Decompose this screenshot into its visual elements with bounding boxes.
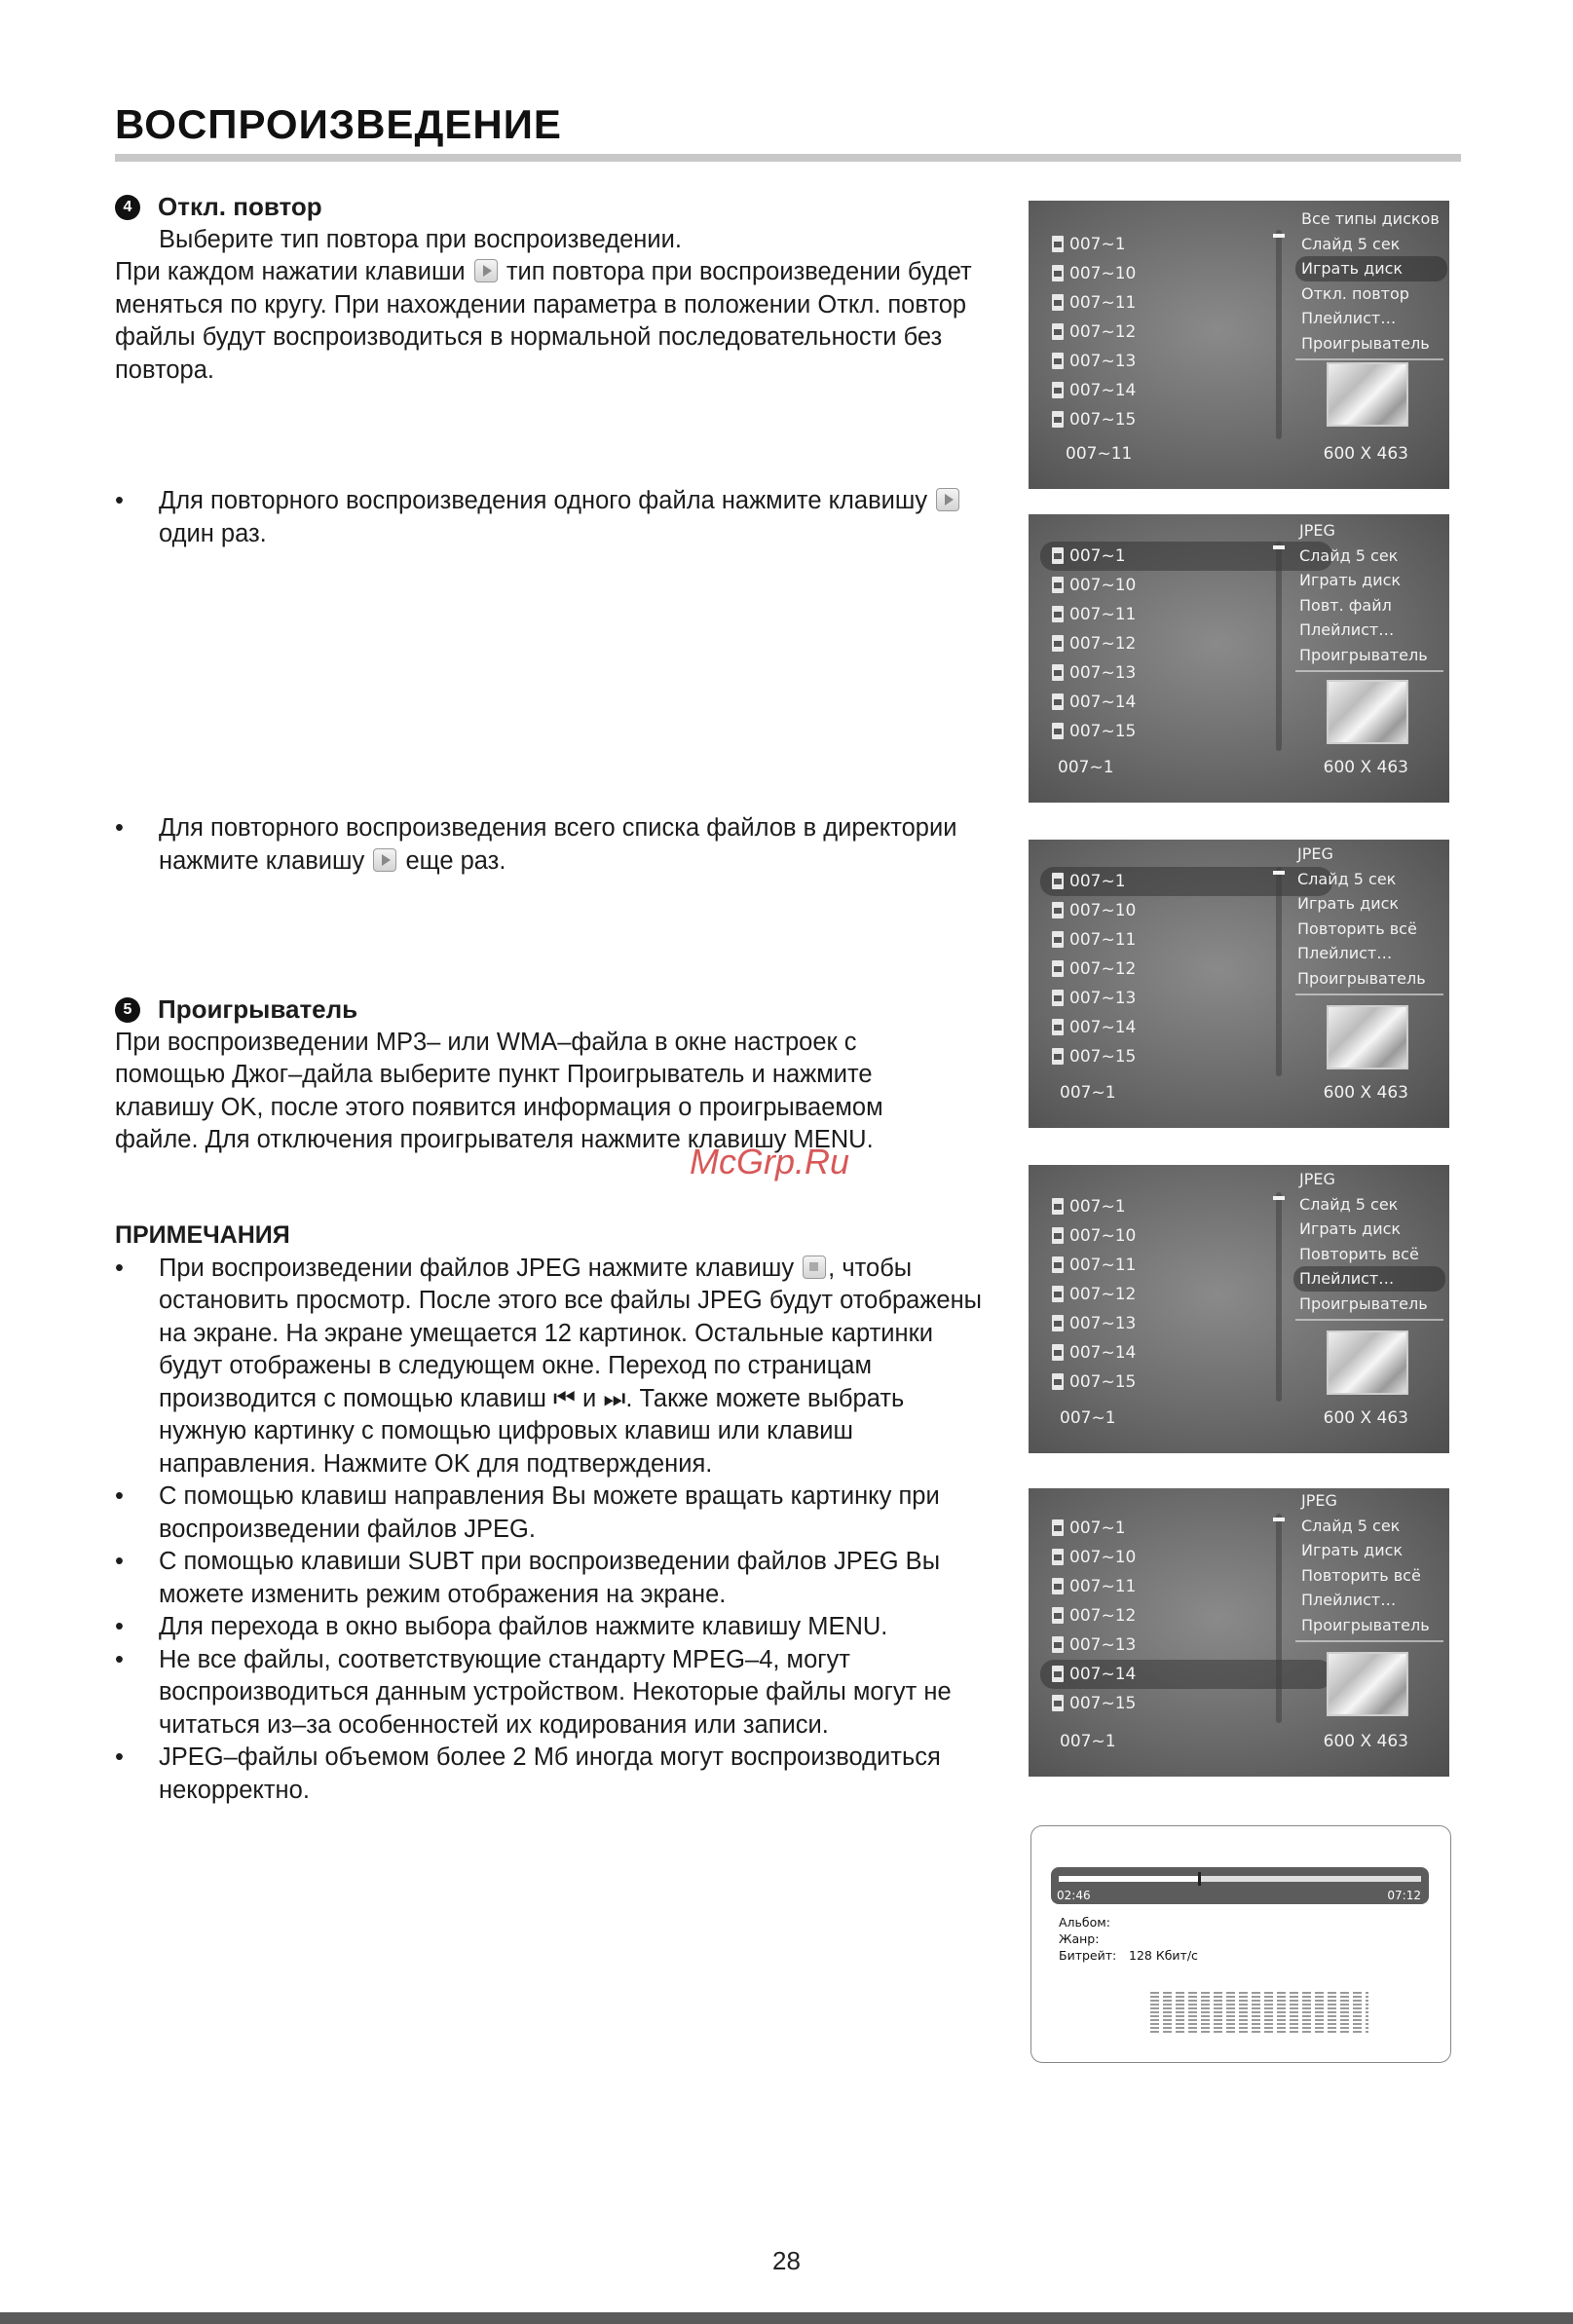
file-item-selected[interactable] — [1040, 542, 1332, 571]
file-item[interactable] — [1040, 288, 1332, 318]
image-file-icon — [1052, 1578, 1064, 1594]
menu-item[interactable]: Слайд 5 сек — [1301, 1516, 1401, 1535]
bullet-1-text-b: один раз. — [159, 519, 267, 547]
section-4-title: Откл. повтор — [158, 192, 322, 221]
time-elapsed: 02:46 — [1057, 1889, 1091, 1902]
image-file-icon — [1052, 1636, 1064, 1653]
note-1 — [115, 1253, 992, 1481]
file-label: 007~11 — [1069, 293, 1137, 313]
file-item[interactable] — [1040, 955, 1332, 984]
file-item[interactable] — [1040, 1368, 1332, 1397]
screen-4 — [1029, 1165, 1449, 1453]
status-filename: 007~1 — [1060, 1083, 1116, 1103]
image-file-icon — [1052, 1607, 1064, 1624]
settings-menu — [1293, 518, 1445, 667]
file-label: 007~10 — [1069, 264, 1137, 283]
note-1-text-b: , чтобы остановить просмотр. После этого все файлы JPEG будут отображены на экране. На экране умещается 12 картинок. Остальные картинки будут отображены в следующем окне. Переход по страницам производится с помощью клавиш ⏮ и ⏭. Также можете выбрать нужную картинку с помощью цифровых клавиш или клавиш направления. Нажмите OK для подтверждения. — [159, 1254, 982, 1478]
bitrate-value: 128 Кбит/с — [1129, 1948, 1198, 1963]
note-3: • С помощью клавиши SUBT при воспроизведении файлов JPEG Вы можете изменить режим отображения на экране. — [115, 1546, 992, 1611]
menu-item[interactable]: Слайд 5 сек — [1299, 1194, 1399, 1214]
bullet-repeat-file — [115, 485, 992, 550]
image-preview — [1327, 362, 1408, 427]
menu-item[interactable]: Проигрыватель — [1301, 1615, 1430, 1634]
status-resolution: 600 X 463 — [1323, 758, 1408, 777]
file-item[interactable] — [1040, 347, 1332, 376]
genre-row — [1059, 1930, 1198, 1947]
screen-3 — [1029, 840, 1449, 1128]
settings-menu — [1293, 1167, 1445, 1316]
menu-divider — [1295, 1319, 1443, 1321]
file-label: 007~11 — [1069, 930, 1137, 950]
menu-item[interactable]: Плейлист… — [1299, 620, 1395, 639]
file-list — [1040, 542, 1332, 746]
file-item[interactable] — [1040, 1514, 1332, 1543]
menu-item[interactable]: JPEG — [1301, 1491, 1337, 1510]
section-repeat-off — [115, 191, 992, 387]
image-file-icon — [1052, 635, 1064, 652]
image-file-icon — [1052, 1256, 1064, 1273]
menu-item[interactable]: Играть диск — [1297, 894, 1400, 913]
image-file-icon — [1052, 1373, 1064, 1390]
status-filename: 007~1 — [1060, 1732, 1116, 1751]
file-label: 007~12 — [1069, 1285, 1137, 1304]
file-label: 007~11 — [1069, 1256, 1137, 1275]
image-file-icon — [1052, 1549, 1064, 1565]
section-player — [115, 993, 953, 1157]
file-label: 007~1 — [1069, 1197, 1126, 1217]
image-file-icon — [1052, 265, 1064, 281]
image-file-icon — [1052, 294, 1064, 311]
image-file-icon — [1052, 323, 1064, 340]
bullet-2-text-b: еще раз. — [405, 846, 506, 875]
bullet-repeat-all — [115, 812, 992, 878]
file-item[interactable] — [1040, 376, 1332, 405]
menu-item[interactable]: Плейлист… — [1297, 944, 1393, 962]
bullet-2-text-a: Для повторного воспроизведения всего списка файлов в директории нажмите клавишу — [159, 814, 957, 875]
file-label: 007~1 — [1069, 235, 1126, 254]
menu-item[interactable]: Проигрыватель — [1301, 333, 1430, 353]
menu-item[interactable]: Слайд 5 сек — [1301, 234, 1401, 253]
time-total: 07:12 — [1387, 1889, 1421, 1902]
scrollbar[interactable] — [1276, 230, 1282, 439]
scroll-thumb[interactable] — [1273, 1196, 1285, 1200]
screen-2 — [1029, 514, 1449, 803]
file-list — [1040, 230, 1332, 434]
status-resolution: 600 X 463 — [1323, 1083, 1408, 1103]
file-item[interactable] — [1040, 658, 1332, 688]
file-item[interactable] — [1040, 1042, 1332, 1071]
file-label: 007~12 — [1069, 959, 1137, 979]
scroll-thumb[interactable] — [1273, 234, 1285, 238]
image-file-icon — [1052, 577, 1064, 593]
menu-item[interactable]: Слайд 5 сек — [1299, 545, 1399, 565]
scrollbar[interactable] — [1276, 867, 1282, 1076]
image-file-icon — [1052, 353, 1064, 369]
file-label: 007~13 — [1069, 352, 1137, 371]
file-label: 007~15 — [1069, 410, 1137, 430]
menu-item[interactable]: Играть диск — [1301, 1541, 1404, 1559]
album-label: Альбом: — [1059, 1915, 1110, 1930]
image-file-icon — [1052, 1666, 1064, 1682]
file-item[interactable] — [1040, 717, 1332, 746]
status-resolution: 600 X 463 — [1323, 1408, 1408, 1428]
screen-1 — [1029, 201, 1449, 489]
play-key-icon — [474, 259, 498, 282]
image-file-icon — [1052, 1519, 1064, 1536]
bitrate-row — [1059, 1947, 1198, 1964]
image-file-icon — [1052, 1286, 1064, 1302]
image-preview — [1327, 1331, 1408, 1395]
file-item[interactable] — [1040, 571, 1332, 600]
track-metadata — [1059, 1914, 1198, 1964]
menu-item[interactable]: Проигрыватель — [1299, 1293, 1428, 1313]
section-4-para-a: При каждом нажатии клавиши — [115, 258, 466, 285]
menu-item[interactable]: JPEG — [1299, 521, 1335, 540]
notes-heading: ПРИМЕЧАНИЯ — [115, 1221, 290, 1249]
file-label: 007~11 — [1069, 605, 1137, 624]
bitrate-label: Битрейт: — [1059, 1948, 1117, 1963]
menu-item[interactable]: Повт. файл — [1299, 595, 1392, 615]
file-item-selected[interactable] — [1040, 1660, 1332, 1689]
image-file-icon — [1052, 1048, 1064, 1065]
file-item[interactable] — [1040, 230, 1332, 259]
file-item[interactable] — [1040, 1280, 1332, 1309]
file-item[interactable] — [1040, 405, 1332, 434]
player-info-panel — [1030, 1825, 1451, 2063]
page-number: 28 — [772, 2246, 801, 2275]
file-label: 007~15 — [1069, 1694, 1137, 1713]
file-label: 007~13 — [1069, 1314, 1137, 1333]
section-4-line1: Выберите тип повтора при воспроизведении. — [159, 225, 682, 253]
section-4-para-b: тип повтора при воспроизведении будет меняться по кругу. При нахождении параметра в положении Откл. повтор файлы будут воспроизводиться в нормальной последовательности без повтора. — [115, 258, 972, 384]
file-list — [1040, 1192, 1332, 1397]
scrollbar[interactable] — [1276, 542, 1282, 751]
section-5-title: Проигрыватель — [158, 994, 358, 1024]
file-item[interactable] — [1040, 1572, 1332, 1601]
file-label: 007~13 — [1069, 663, 1137, 683]
file-label: 007~1 — [1069, 872, 1126, 891]
image-file-icon — [1052, 1344, 1064, 1361]
file-label: 007~10 — [1069, 576, 1137, 595]
watermark: McGrp.Ru — [690, 1142, 850, 1181]
menu-divider — [1295, 1640, 1443, 1642]
scroll-thumb[interactable] — [1273, 545, 1285, 549]
file-item[interactable] — [1040, 925, 1332, 955]
note-2: • С помощью клавиш направления Вы можете вращать картинку при воспроизведении файлов JPEG. — [115, 1481, 992, 1546]
genre-label: Жанр: — [1059, 1931, 1100, 1946]
note-6: • JPEG–файлы объемом более 2 Мб иногда могут воспроизводиться некорректно. — [115, 1742, 992, 1807]
file-label: 007~14 — [1069, 1018, 1137, 1037]
image-file-icon — [1052, 902, 1064, 918]
image-file-icon — [1052, 1227, 1064, 1244]
play-key-icon — [936, 488, 959, 511]
image-file-icon — [1052, 1198, 1064, 1215]
bottom-bar — [0, 2312, 1573, 2324]
stop-key-icon — [803, 1256, 826, 1279]
file-label: 007~10 — [1069, 1548, 1137, 1567]
note-5: • Не все файлы, соответствующие стандарту MPEG–4, могут воспроизводиться данным устройством. Некоторые файлы могут не читаться из–за особенностей их кодирования или записи. — [115, 1644, 992, 1743]
page-title: ВОСПРОИЗВЕДЕНИЕ — [115, 101, 562, 147]
file-label: 007~15 — [1069, 722, 1137, 741]
settings-menu — [1292, 842, 1443, 991]
file-label: 007~10 — [1069, 901, 1137, 920]
section-4-heading — [115, 191, 992, 224]
bullet-1 — [115, 485, 992, 550]
player-progress-bar — [1051, 1867, 1429, 1904]
image-file-icon — [1052, 382, 1064, 398]
album-row — [1059, 1914, 1198, 1930]
file-item[interactable] — [1040, 629, 1332, 658]
menu-divider — [1295, 670, 1443, 672]
scrollbar[interactable] — [1276, 1514, 1282, 1723]
menu-divider — [1295, 358, 1443, 360]
file-label: 007~14 — [1069, 381, 1137, 400]
image-file-icon — [1052, 960, 1064, 977]
image-file-icon — [1052, 1019, 1064, 1035]
file-label: 007~1 — [1069, 546, 1126, 566]
image-preview — [1327, 680, 1408, 744]
file-item[interactable] — [1040, 1013, 1332, 1042]
status-resolution: 600 X 463 — [1323, 444, 1408, 464]
section-5-number: 5 — [115, 997, 140, 1023]
image-file-icon — [1052, 664, 1064, 681]
file-item-selected[interactable] — [1040, 867, 1332, 896]
menu-divider — [1295, 993, 1443, 995]
file-label: 007~1 — [1069, 1518, 1126, 1538]
notes-section — [115, 1219, 992, 1807]
file-item[interactable] — [1040, 1338, 1332, 1368]
image-file-icon — [1052, 1695, 1064, 1711]
file-label: 007~12 — [1069, 634, 1137, 654]
note-1-text-a: При воспроизведении файлов JPEG нажмите клавишу — [159, 1254, 795, 1282]
screen-5 — [1029, 1488, 1449, 1777]
progress-knob[interactable] — [1198, 1872, 1201, 1886]
file-item[interactable] — [1040, 1631, 1332, 1660]
file-item[interactable] — [1040, 600, 1332, 629]
menu-item[interactable]: Проигрыватель — [1299, 645, 1428, 664]
image-preview — [1327, 1652, 1408, 1716]
image-file-icon — [1052, 723, 1064, 739]
file-label: 007~13 — [1069, 989, 1137, 1008]
file-item[interactable] — [1040, 1689, 1332, 1718]
section-4-paragraph — [115, 256, 992, 387]
title-rule — [115, 154, 1461, 162]
section-5-text: При воспроизведении MP3– или WMA–файла в окне настроек с помощью Джог–дайла выберите пункт Проигрыватель и нажмите клавишу OK, после этого появится информация о проигрываемом файле. Для отключения проигрывателя нажмите клавишу MENU. — [115, 1028, 883, 1153]
image-preview — [1327, 1005, 1408, 1069]
menu-item-selected[interactable]: Плейлист… — [1293, 1266, 1445, 1292]
file-label: 007~11 — [1069, 1577, 1137, 1596]
menu-item[interactable]: Играть диск — [1299, 1219, 1402, 1238]
menu-item[interactable]: Плейлист… — [1301, 1591, 1397, 1609]
section-5-heading — [115, 993, 953, 1027]
file-label: 007~14 — [1069, 1665, 1137, 1684]
settings-menu — [1295, 1488, 1447, 1637]
file-item[interactable] — [1040, 896, 1332, 925]
status-filename: 007~11 — [1066, 444, 1133, 464]
menu-item[interactable]: Плейлист… — [1301, 309, 1397, 327]
file-item[interactable] — [1040, 1309, 1332, 1338]
file-item[interactable] — [1040, 688, 1332, 717]
status-filename: 007~1 — [1060, 1408, 1116, 1428]
status-filename: 007~1 — [1058, 758, 1114, 777]
menu-item[interactable]: Все типы дисков — [1301, 209, 1440, 228]
menu-item[interactable]: Повторить всё — [1301, 1565, 1421, 1585]
bullet-1-text-a: Для повторного воспроизведения одного файла нажмите клавишу — [159, 487, 928, 514]
file-label: 007~15 — [1069, 1047, 1137, 1067]
file-item[interactable] — [1040, 259, 1332, 288]
menu-item[interactable]: Играть диск — [1299, 571, 1402, 589]
image-file-icon — [1052, 990, 1064, 1006]
section-4-number: 4 — [115, 195, 140, 220]
file-label: 007~10 — [1069, 1226, 1137, 1246]
image-file-icon — [1052, 1315, 1064, 1331]
menu-item[interactable]: JPEG — [1299, 1170, 1335, 1188]
status-resolution: 600 X 463 — [1323, 1732, 1408, 1751]
progress-fill — [1059, 1876, 1198, 1882]
image-file-icon — [1052, 693, 1064, 710]
file-item[interactable] — [1040, 1543, 1332, 1572]
image-file-icon — [1052, 236, 1064, 252]
file-item[interactable] — [1040, 318, 1332, 347]
menu-item[interactable]: Откл. повтор — [1301, 283, 1409, 303]
menu-item[interactable]: Проигрыватель — [1297, 968, 1426, 988]
image-file-icon — [1052, 547, 1064, 564]
note-4: • Для перехода в окно выбора файлов нажмите клавишу MENU. — [115, 1611, 992, 1644]
menu-item-selected[interactable]: Играть диск — [1295, 256, 1447, 281]
menu-item[interactable]: Повторить всё — [1299, 1244, 1419, 1263]
file-label: 007~14 — [1069, 693, 1137, 712]
file-list — [1040, 1514, 1332, 1718]
play-key-icon — [373, 848, 396, 872]
image-file-icon — [1052, 411, 1064, 428]
scroll-thumb[interactable] — [1273, 871, 1285, 875]
progress-track[interactable] — [1059, 1876, 1421, 1882]
file-label: 007~13 — [1069, 1635, 1137, 1655]
file-item[interactable] — [1040, 1221, 1332, 1251]
menu-item[interactable]: JPEG — [1297, 844, 1333, 863]
bullet-2 — [115, 812, 992, 878]
image-file-icon — [1052, 606, 1064, 622]
file-item[interactable] — [1040, 1601, 1332, 1631]
menu-item[interactable]: Повторить всё — [1297, 918, 1417, 938]
file-label: 007~14 — [1069, 1343, 1137, 1363]
menu-item[interactable]: Слайд 5 сек — [1297, 869, 1397, 888]
scrollbar[interactable] — [1276, 1192, 1282, 1402]
equalizer-visualizer — [1150, 1990, 1368, 2033]
scroll-thumb[interactable] — [1273, 1518, 1285, 1521]
file-item[interactable] — [1040, 1192, 1332, 1221]
file-label: 007~12 — [1069, 322, 1137, 342]
file-item[interactable] — [1040, 1251, 1332, 1280]
image-file-icon — [1052, 931, 1064, 948]
file-list — [1040, 867, 1332, 1071]
image-file-icon — [1052, 873, 1064, 889]
file-item[interactable] — [1040, 984, 1332, 1013]
file-label: 007~15 — [1069, 1372, 1137, 1392]
file-label: 007~12 — [1069, 1606, 1137, 1626]
settings-menu — [1295, 206, 1447, 356]
